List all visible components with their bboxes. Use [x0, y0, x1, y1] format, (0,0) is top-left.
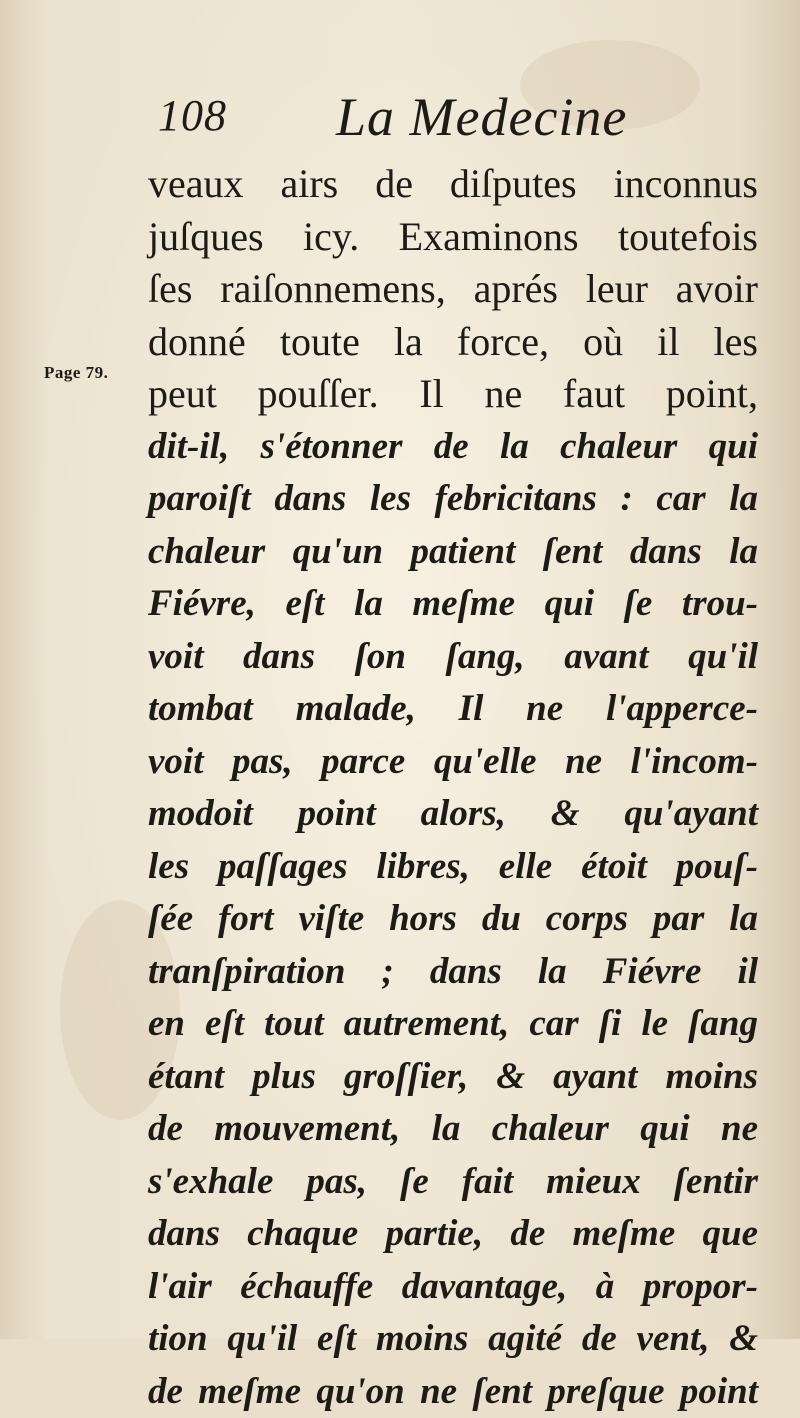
running-head: La Medecine — [336, 86, 627, 148]
text-line: en eſt tout autrement, car ſi le ſang — [148, 998, 758, 1051]
text-line: modoit point alors, & qu'ayant — [148, 788, 758, 841]
text-line: de meſme qu'on ne ſent preſque point — [148, 1366, 758, 1418]
text-line: chaleur qu'un patient ſent dans la — [148, 526, 758, 579]
text-line: voit dans ſon ſang, avant qu'il — [148, 631, 758, 684]
margin-note: Page 79. — [44, 363, 108, 383]
text-line: les paſſages libres, elle étoit pouſ- — [148, 841, 758, 894]
body-text — [148, 158, 758, 1418]
text-line: veaux airs de diſputes inconnus — [148, 158, 758, 211]
text-line: voit pas, parce qu'elle ne l'incom- — [148, 736, 758, 789]
text-line: Fiévre, eſt la meſme qui ſe trou- — [148, 578, 758, 631]
text-line: juſques icy. Examinons toutefois — [148, 211, 758, 264]
text-line: dit-il, s'étonner de la chaleur qui — [148, 421, 758, 474]
text-line: peut pouſſer. Il ne faut point, — [148, 368, 758, 421]
text-line: ſes raiſonnemens, aprés leur avoir — [148, 263, 758, 316]
text-line: tranſpiration ; dans la Fiévre il — [148, 946, 758, 999]
text-line: donné toute la force, où il les — [148, 316, 758, 369]
text-line: paroiſt dans les febricitans : car la — [148, 473, 758, 526]
text-line: tombat malade, Il ne l'apperce- — [148, 683, 758, 736]
text-line: tion qu'il eſt moins agité de vent, & — [148, 1313, 758, 1366]
text-line: de mouvement, la chaleur qui ne — [148, 1103, 758, 1156]
page-number: 108 — [158, 90, 227, 141]
text-line: l'air échauffe davantage, à propor- — [148, 1261, 758, 1314]
text-line: dans chaque partie, de meſme que — [148, 1208, 758, 1261]
text-line: ſée fort viſte hors du corps par la — [148, 893, 758, 946]
text-line: étant plus groſſier, & ayant moins — [148, 1051, 758, 1104]
text-line: s'exhale pas, ſe fait mieux ſentir — [148, 1156, 758, 1209]
page-header — [148, 88, 748, 158]
